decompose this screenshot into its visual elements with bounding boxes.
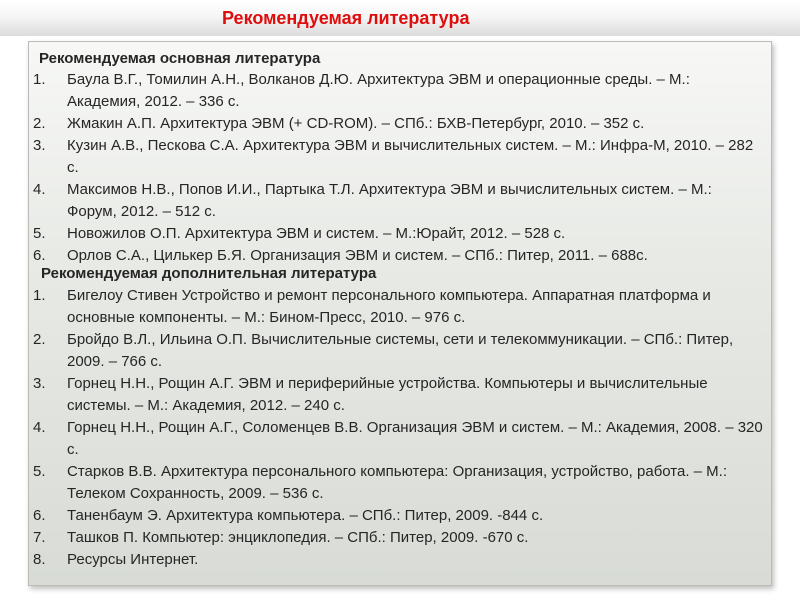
list-item xyxy=(29,223,773,245)
list-item-text: Максимов Н.В., Попов И.И., Партыка Т.Л. Архитектура ЭВМ и вычислительных систем. – М.: Форум, 2012. – 512 с. xyxy=(67,181,712,220)
list-item-number: 6. xyxy=(33,247,46,264)
slide-title: Рекомендуемая литература xyxy=(222,8,470,28)
list-item-text: Горнец Н.Н., Рощин А.Г. ЭВМ и периферийные устройства. Компьютеры и вычислительные системы. – М.: Академия, 2012. – 240 с. xyxy=(67,375,708,414)
list-item-text: Бройдо В.Л., Ильина О.П. Вычислительные системы, сети и телекоммуникации. – СПб.: Питер, 2009. – 766 с. xyxy=(67,331,734,370)
list-item-text: Бигелоу Стивен Устройство и ремонт персонального компьютера. Аппаратная платформа и основные компоненты. – М.: Бином-Пресс, 2010. – 976 с. xyxy=(67,287,711,326)
list-item-number: 5. xyxy=(33,463,46,480)
list-item-number: 5. xyxy=(33,225,46,242)
list-item-text: Кузин А.В., Пескова С.А. Архитектура ЭВМ и вычислительных систем. – М.: Инфра-М, 2010. – 282 с. xyxy=(67,137,754,176)
list-item-number: 7. xyxy=(33,529,46,546)
list-item-number: 3. xyxy=(33,375,46,392)
list-item xyxy=(29,461,773,505)
list-item xyxy=(29,285,773,329)
list-item-number: 2. xyxy=(33,331,46,348)
list-item xyxy=(29,113,773,135)
list-item-text: Орлов С.А., Цилькер Б.Я. Организация ЭВМ и систем. – СПб.: Питер, 2011. – 688с. xyxy=(67,247,648,264)
list-item-text: Новожилов О.П. Архитектура ЭВМ и систем. – М.:Юрайт, 2012. – 528 с. xyxy=(67,225,566,242)
list-item xyxy=(29,329,773,373)
list-item-text: Ташков П. Компьютер: энциклопедия. – СПб.: Питер, 2009. -670 с. xyxy=(67,529,529,546)
list-item xyxy=(29,527,773,549)
literature-panel xyxy=(28,41,772,586)
list-item xyxy=(29,549,773,571)
additional-literature-heading: Рекомендуемая дополнительная литература xyxy=(41,265,377,282)
list-item-text: Жмакин А.П. Архитектура ЭВМ (+ CD-ROM). – СПб.: БХВ-Петербург, 2010. – 352 с. xyxy=(67,115,645,132)
list-item-text: Баула В.Г., Томилин А.Н., Волканов Д.Ю. Архитектура ЭВМ и операционные среды. – М.: Академия, 2012. – 336 с. xyxy=(67,71,690,110)
list-item xyxy=(29,417,773,461)
list-item-number: 8. xyxy=(33,551,46,568)
main-literature-list xyxy=(29,69,773,267)
list-item-number: 4. xyxy=(33,181,46,198)
list-item xyxy=(29,69,773,113)
main-literature-heading: Рекомендуемая основная литература xyxy=(39,50,321,67)
list-item xyxy=(29,179,773,223)
list-item-number: 2. xyxy=(33,115,46,132)
additional-literature-list xyxy=(29,285,773,571)
list-item-text: Ресурсы Интернет. xyxy=(67,551,199,568)
list-item-number: 4. xyxy=(33,419,46,436)
list-item-number: 6. xyxy=(33,507,46,524)
list-item xyxy=(29,135,773,179)
list-item xyxy=(29,373,773,417)
list-item xyxy=(29,505,773,527)
list-item-number: 1. xyxy=(33,71,46,88)
list-item-text: Горнец Н.Н., Рощин А.Г., Соломенцев В.В. Организация ЭВМ и систем. – М.: Академия, 2008. – 320 с. xyxy=(67,419,763,458)
title-bar xyxy=(0,0,800,36)
list-item-number: 1. xyxy=(33,287,46,304)
list-item-text: Таненбаум Э. Архитектура компьютера. – СПб.: Питер, 2009. -844 с. xyxy=(67,507,544,524)
list-item-text: Старков В.В. Архитектура персонального компьютера: Организация, устройство, работа. – М.: Телеком Сохранность, 2009. – 536 с. xyxy=(67,463,728,502)
list-item-number: 3. xyxy=(33,137,46,154)
